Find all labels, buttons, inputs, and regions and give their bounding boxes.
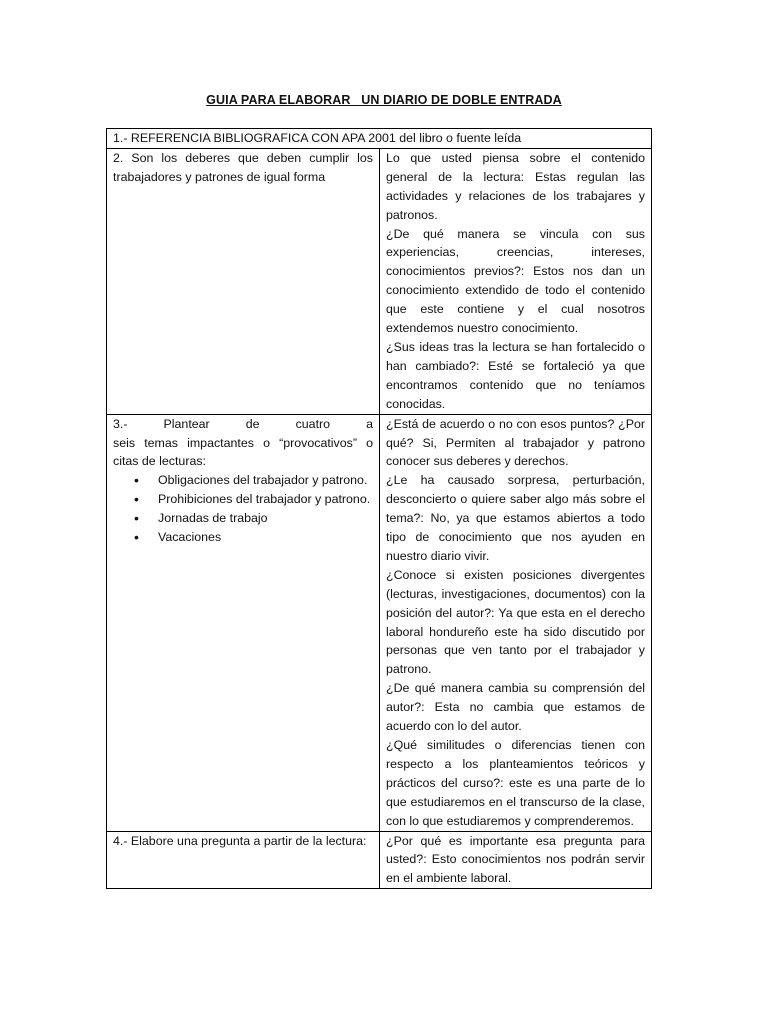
row3-left-intro-line1: 3.- Plantear de cuatro a [113, 416, 373, 431]
row3-left-intro-rest: seis temas impactantes o “provocativos” o citas de lecturas: [113, 435, 373, 469]
bullet-icon: • [134, 472, 139, 489]
row3-right-paragraph: ¿De qué manera cambia su comprensión del autor?: Esta no cambia que estamos de acuerdo con lo del autor. [386, 681, 645, 734]
table-row-reference [107, 129, 652, 149]
row2-right-paragraph: ¿De qué manera se vincula con sus experiencias, creencias, intereses, conocimientos previos?: Estos nos dan un conocimiento extendido de todo el contenido que este contiene y el cual nosotros extendemos nuestro conocimiento. [386, 226, 645, 336]
list-item-text: Obligaciones del trabajador y patrono. [158, 473, 368, 488]
row3-right-paragraph: ¿Conoce si existen posiciones divergentes (lecturas, investigaciones, documentos) con la posición del autor?: Ya que esta en el derecho laboral hondureño este ha sido discutido por personas que ven tanto por el trabajador y patrono. [386, 567, 645, 677]
list-item-text: Vacaciones [158, 530, 222, 545]
table-row-2 [107, 148, 652, 414]
list-item [134, 490, 373, 509]
page-title: GUIA PARA ELABORAR UN DIARIO DE DOBLE ENTRADA [206, 93, 562, 107]
topics-list [113, 471, 373, 547]
row3-right-paragraph: ¿Está de acuerdo o no con esos puntos? ¿Por qué? Si, Permiten al trabajador y patrono conocer sus deberes y derechos. [386, 416, 645, 469]
row2-left-text: 2. Son los deberes que deben cumplir los trabajadores y patrones de igual forma [113, 150, 373, 184]
row4-right-cell [380, 831, 652, 889]
row3-right-cell [380, 414, 652, 831]
row2-right-cell [380, 148, 652, 414]
list-item-text: Prohibiciones del trabajador y patrono. [158, 492, 371, 507]
reference-cell [107, 129, 652, 149]
list-item [134, 528, 373, 547]
bullet-icon: • [134, 529, 139, 546]
row2-right-paragraph: Lo que usted piensa sobre el contenido general de la lectura: Estas regulan las actividades y relaciones de los trabajares y patronos. [386, 150, 645, 222]
double-entry-table [106, 128, 652, 889]
row4-left-text: 4.- Elabore una pregunta a partir de la lectura: [113, 833, 367, 848]
list-item [134, 509, 373, 528]
bullet-icon: • [134, 510, 139, 527]
row3-right-paragraph: ¿Le ha causado sorpresa, perturbación, desconcierto o quiere saber algo más sobre el tema?: No, ya que estamos abiertos a todo tipo de conocimiento que nos ayuden en nuestro diario vivir. [386, 473, 645, 563]
row3-right-paragraph: ¿Qué similitudes o diferencias tienen con respecto a los planteamientos teóricos y prácticos del curso?: este es una parte de lo que estudiaremos en el transcurso de la clase, con lo que estudiaremos y comprenderemos. [386, 738, 645, 828]
row2-right-paragraph: ¿Sus ideas tras la lectura se han fortalecido o han cambiado?: Esté se fortaleció ya que encontramos contenido que no teníamos conocidas. [386, 339, 645, 411]
row3-left-cell [107, 414, 380, 831]
row4-left-cell [107, 831, 380, 889]
row2-left-cell [107, 148, 380, 414]
list-item-text: Jornadas de trabajo [158, 511, 268, 526]
table-row-4 [107, 831, 652, 889]
reference-text: 1.- REFERENCIA BIBLIOGRAFICA CON APA 2001 del libro o fuente leída [113, 131, 522, 145]
table-row-3 [107, 414, 652, 831]
list-item [134, 471, 373, 490]
bullet-icon: • [134, 491, 139, 508]
row4-right-text: ¿Por qué es importante esa pregunta para usted?: Esto conocimientos nos podrán servir en el ambiente laboral. [386, 833, 645, 886]
